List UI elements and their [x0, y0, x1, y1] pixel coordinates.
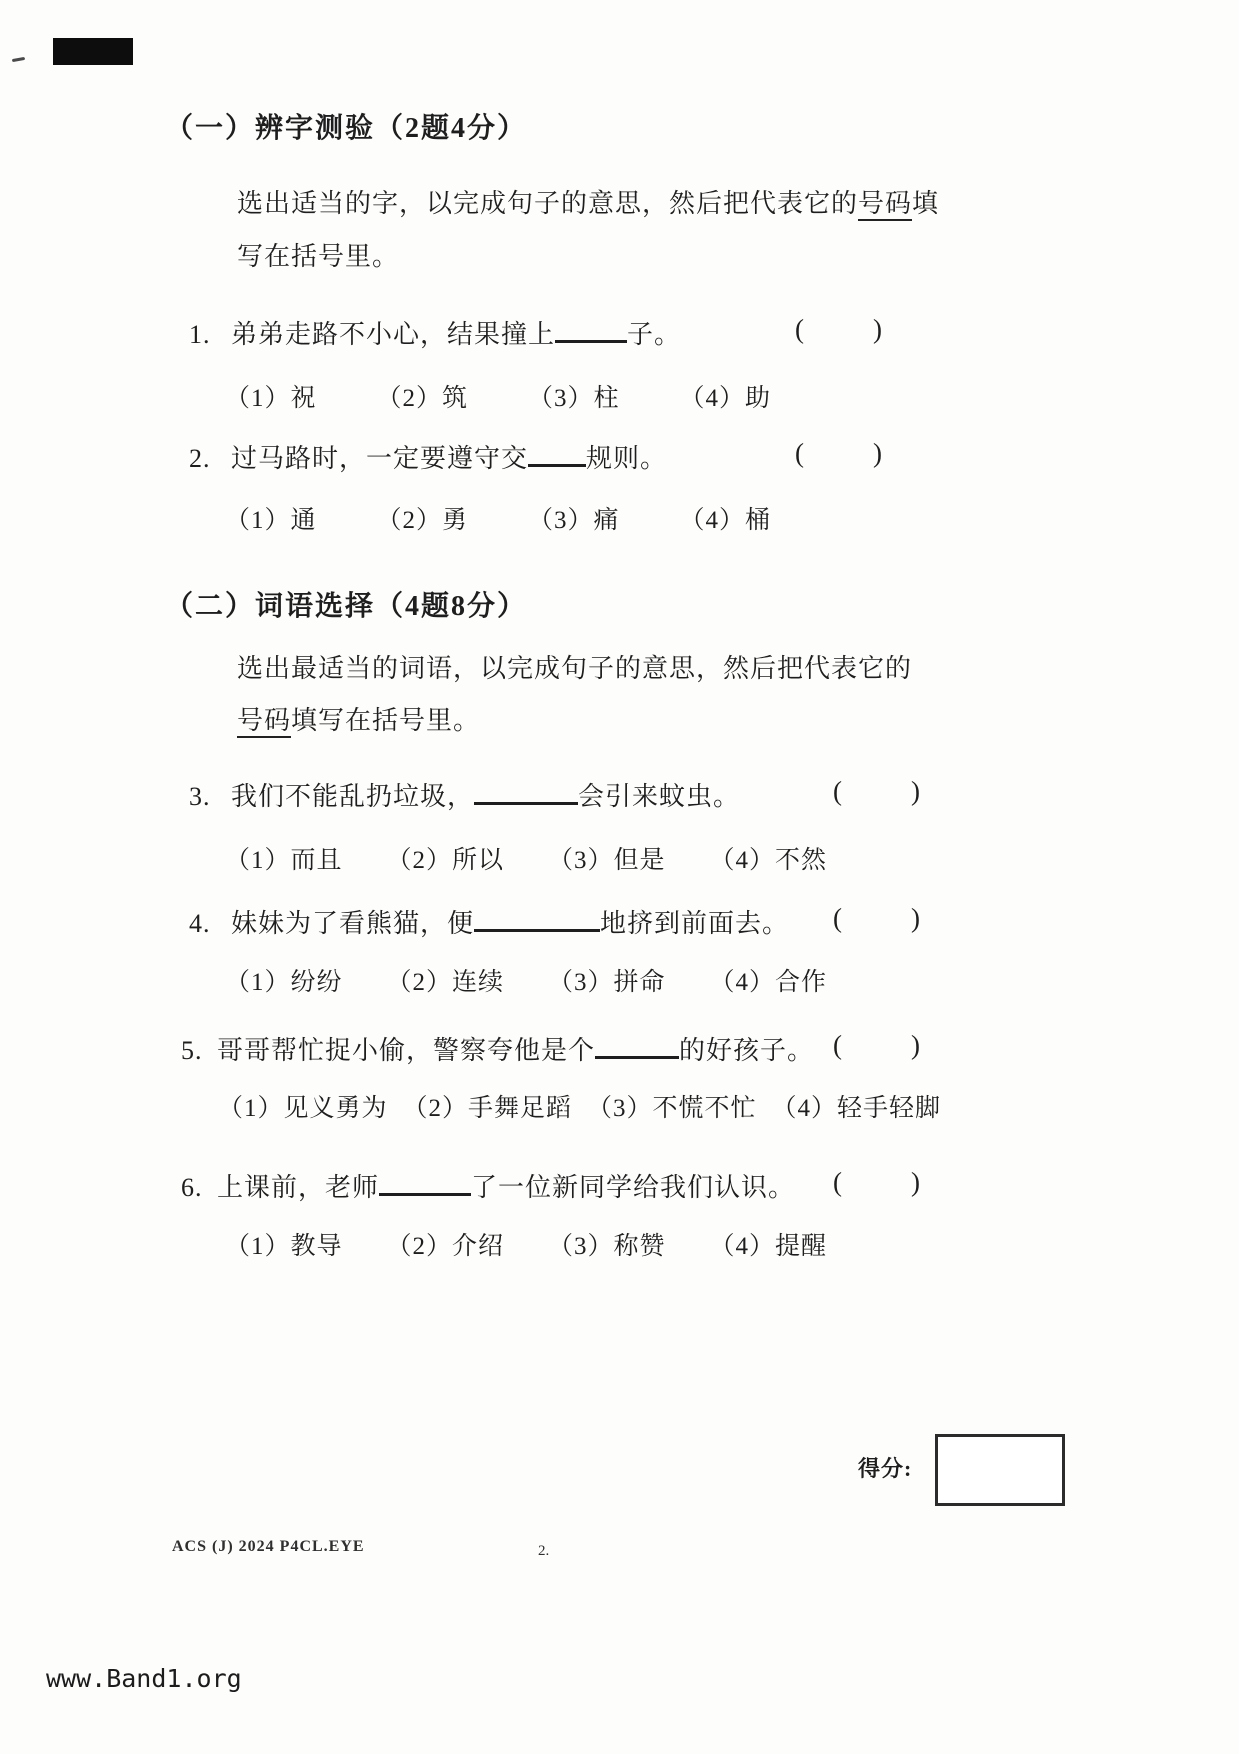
option-1: （1）纷纷	[225, 969, 343, 996]
options-row-q4	[225, 962, 985, 998]
options-row-q6	[225, 1226, 985, 1262]
question-number: 3.	[189, 782, 211, 811]
bracket-close: )	[873, 438, 883, 468]
question-number: 6.	[181, 1173, 203, 1202]
answer-brackets	[795, 438, 883, 469]
question-number: 5.	[181, 1036, 203, 1065]
bracket-open: (	[795, 438, 805, 468]
pen-mark	[12, 57, 25, 62]
fill-in-blank	[474, 906, 600, 932]
question-text-post: 了一位新同学给我们认识。	[471, 1173, 796, 1202]
option-4: （4）助	[679, 385, 772, 412]
option-1: （1）而且	[225, 847, 343, 874]
question-text-pre: 上课前，老师	[217, 1173, 380, 1202]
bracket-open: (	[833, 903, 843, 933]
question-text-post: 会引来蚊虫。	[578, 782, 741, 811]
watermark: www.Band1.org	[46, 1664, 242, 1693]
option-2: （2）所以	[386, 847, 505, 874]
question-text-pre: 我们不能乱扔垃圾，	[231, 782, 475, 811]
option-2: （2）介绍	[386, 1233, 505, 1260]
options-row-q3	[225, 840, 985, 876]
footer-code: ACS (J) 2024 P4CL.EYE	[172, 1538, 365, 1555]
options-row-q1	[225, 378, 985, 414]
option-1: （1）见义勇为	[218, 1095, 388, 1122]
underlined-term: 号码	[237, 706, 291, 738]
bracket-close: )	[911, 776, 921, 806]
bracket-close: )	[873, 314, 883, 344]
option-3: （3）称赞	[548, 1233, 666, 1260]
question-text-post: 的好孩子。	[679, 1036, 815, 1065]
question-number: 2.	[189, 444, 211, 473]
option-2: （2）手舞足蹈	[402, 1095, 573, 1122]
question-text-pre: 弟弟走路不小心，结果撞上	[231, 320, 556, 349]
option-4: （4）合作	[709, 969, 828, 996]
bracket-open: (	[833, 1167, 843, 1197]
answer-brackets	[833, 1030, 921, 1061]
bracket-close: )	[911, 903, 921, 933]
question-text-post: 规则。	[586, 444, 668, 473]
section1-instructions-line1	[237, 183, 967, 220]
score-label: 得分:	[858, 1456, 913, 1481]
option-3: （3）不慌不忙	[587, 1095, 757, 1122]
question-number: 1.	[189, 320, 211, 349]
score-box	[935, 1434, 1065, 1506]
option-4: （4）轻手轻脚	[771, 1095, 942, 1122]
option-3: （3）但是	[548, 847, 666, 874]
fill-in-blank	[474, 779, 578, 805]
question-2	[165, 438, 955, 475]
question-3	[165, 776, 955, 813]
option-3: （3）痛	[528, 507, 620, 534]
option-3: （3）柱	[528, 385, 620, 412]
question-6	[165, 1167, 955, 1204]
instruction-text-post: 填写在括号里。	[291, 706, 481, 735]
options-row-q5	[218, 1088, 978, 1124]
question-text-post: 子。	[627, 320, 682, 349]
redacted-block	[53, 38, 133, 65]
section1-heading: （一）辨字测验（2题4分）	[165, 113, 528, 144]
fill-in-blank	[595, 1033, 679, 1059]
bracket-open: (	[833, 776, 843, 806]
option-1: （1）通	[225, 507, 317, 534]
option-4: （4）不然	[709, 847, 828, 874]
option-2: （2）筑	[376, 385, 469, 412]
question-4	[165, 903, 955, 940]
bracket-open: (	[833, 1030, 843, 1060]
section2-instructions-line2	[237, 700, 967, 737]
option-1: （1）教导	[225, 1233, 343, 1260]
instruction-text-pre: 选出适当的字，以完成句子的意思，然后把代表它的	[237, 189, 859, 218]
fill-in-blank	[555, 317, 627, 343]
question-1	[165, 314, 955, 351]
bracket-open: (	[795, 314, 805, 344]
option-4: （4）桶	[679, 507, 772, 534]
bracket-close: )	[911, 1030, 921, 1060]
question-text-pre: 妹妹为了看熊猫，便	[231, 909, 475, 938]
question-number: 4.	[189, 909, 211, 938]
answer-brackets	[833, 1167, 921, 1198]
fill-in-blank	[379, 1170, 471, 1196]
instruction-text-post: 填	[912, 189, 940, 218]
question-text-pre: 过马路时，一定要遵守交	[231, 444, 529, 473]
option-4: （4）提醒	[709, 1233, 828, 1260]
option-1: （1）祝	[225, 385, 317, 412]
option-3: （3）拼命	[548, 969, 666, 996]
bracket-close: )	[911, 1167, 921, 1197]
answer-brackets	[833, 776, 921, 807]
fill-in-blank	[528, 441, 586, 467]
question-5	[165, 1030, 955, 1067]
answer-brackets	[833, 903, 921, 934]
option-2: （2）连续	[386, 969, 505, 996]
page-number: 2.	[538, 1543, 550, 1559]
section2-heading: （二）词语选择（4题8分）	[165, 591, 528, 622]
section1-instructions-line2: 写在括号里。	[237, 242, 400, 271]
answer-brackets	[795, 314, 883, 345]
options-row-q2	[225, 500, 985, 536]
question-text-pre: 哥哥帮忙捉小偷，警察夸他是个	[217, 1036, 596, 1065]
underlined-term: 号码	[858, 189, 912, 221]
question-text-post: 地挤到前面去。	[600, 909, 790, 938]
section2-instructions-line1: 选出最适当的词语，以完成句子的意思，然后把代表它的	[237, 654, 913, 683]
option-2: （2）勇	[376, 507, 469, 534]
